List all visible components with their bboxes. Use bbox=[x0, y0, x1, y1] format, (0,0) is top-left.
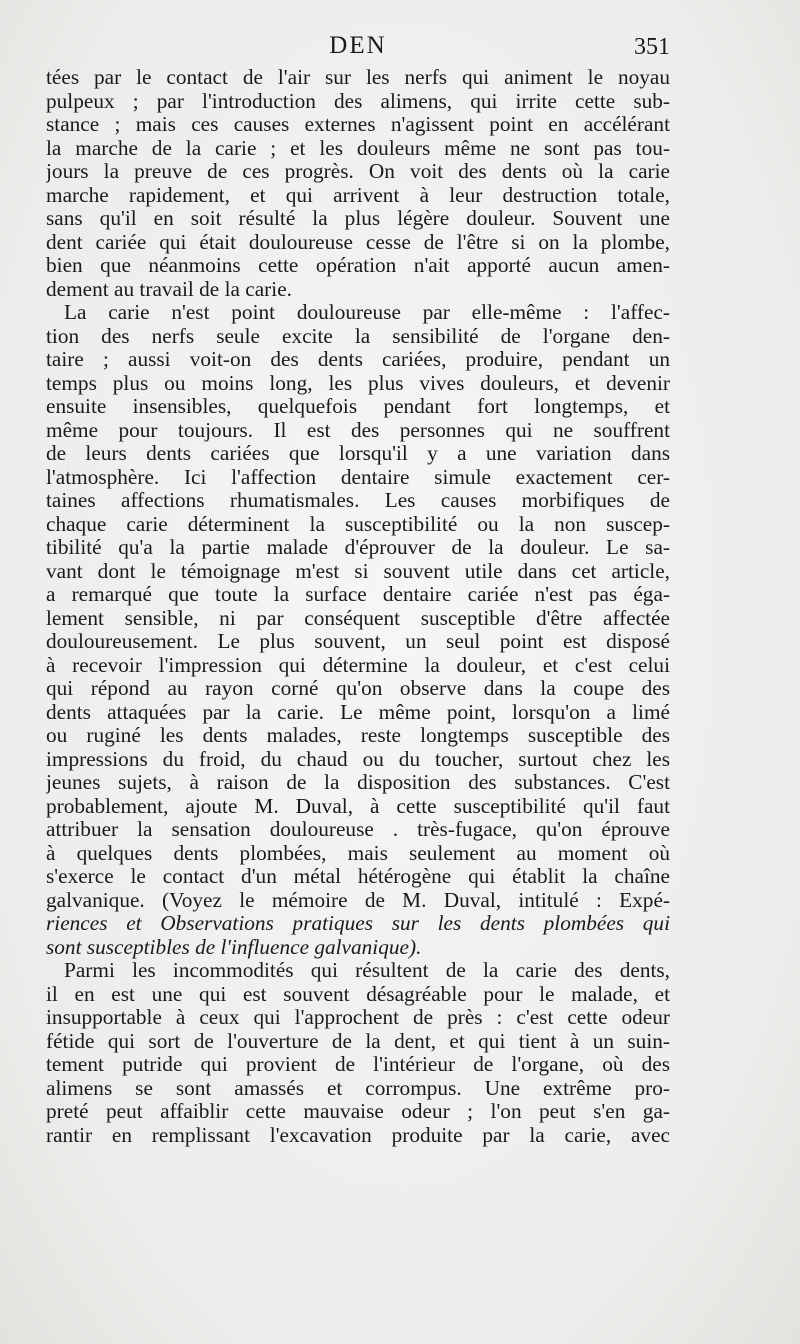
text-line: tement putride qui provient de l'intérieur de l'organe, où des bbox=[46, 1053, 670, 1076]
text-line: lement sensible, ni par conséquent susceptible d'être affectée bbox=[46, 606, 670, 630]
text-line: temps plus ou moins long, les plus vives douleurs, et devenir bbox=[46, 371, 670, 395]
page-number: 351 bbox=[634, 34, 670, 60]
text-line: marche rapidement, et qui arrivent à leur destruction totale, bbox=[46, 183, 670, 207]
text-line: insupportable à ceux qui l'approchent de près : c'est cette odeur bbox=[46, 1006, 670, 1029]
text-line: jours la preuve de ces progrès. On voit des dents où la carie bbox=[46, 160, 670, 183]
text-line: impressions du froid, du chaud ou du toucher, surtout chez les bbox=[46, 747, 670, 771]
text-line: tion des nerfs seule excite la sensibilité de l'organe den- bbox=[46, 324, 670, 348]
running-head bbox=[46, 32, 670, 66]
text-line: à recevoir l'impression qui détermine la douleur, et c'est celui bbox=[46, 653, 670, 677]
text-line: qui répond au rayon corné qu'on observe dans la coupe des bbox=[46, 677, 670, 700]
text-line: de leurs dents cariées que lorsqu'il y a une variation dans bbox=[46, 442, 670, 465]
text-line-italic: riences et Observations pratiques sur les dents plombées qui bbox=[46, 912, 670, 935]
text-line: galvanique. (Voyez le mémoire de M. Duval, intitulé : Expé- bbox=[46, 888, 670, 912]
text-line: Parmi les incommodités qui résultent de la carie des dents, bbox=[64, 959, 670, 982]
text-line: ensuite insensibles, quelquefois pendant fort longtemps, et bbox=[46, 395, 670, 418]
text-line: l'atmosphère. Ici l'affection dentaire simule exactement cer- bbox=[46, 465, 670, 489]
text-line: ou ruginé les dents malades, reste longtemps susceptible des bbox=[46, 724, 670, 747]
text-line: taines affections rhumatismales. Les causes morbifiques de bbox=[46, 489, 670, 512]
text-line: chaque carie déterminent la susceptibilité ou la non suscep- bbox=[46, 512, 670, 536]
text-line: dent cariée qui était douloureuse cesse de l'être si on la plombe, bbox=[46, 230, 670, 254]
running-head-title: DEN bbox=[329, 32, 387, 59]
text-line: à quelques dents plombées, mais seulement au moment où bbox=[46, 841, 670, 865]
text-line: sans qu'il en soit résulté la plus légère douleur. Souvent une bbox=[46, 207, 670, 230]
text-line: vant dont le témoignage m'est si souvent utile dans cet article, bbox=[46, 559, 670, 583]
book-page bbox=[46, 32, 670, 1147]
text-line: a remarqué que toute la surface dentaire cariée n'est pas éga- bbox=[46, 583, 670, 606]
text-line: bien que néanmoins cette opération n'ait apporté aucun amen- bbox=[46, 254, 670, 277]
text-line: fétide qui sort de l'ouverture de la dent, et qui tient à un suin- bbox=[46, 1029, 670, 1053]
text-line-italic: sont susceptibles de l'influence galvanique). bbox=[46, 935, 422, 959]
text-line: pulpeux ; par l'introduction des alimens, qui irrite cette sub- bbox=[46, 89, 670, 113]
text-line: tibilité qu'a la partie malade d'éprouver de la douleur. Le sa- bbox=[46, 536, 670, 559]
text-line: La carie n'est point douloureuse par elle-même : l'affec- bbox=[64, 301, 670, 324]
text-line: jeunes sujets, à raison de la disposition des substances. C'est bbox=[46, 771, 670, 794]
text-line: il en est une qui est souvent désagréable pour le malade, et bbox=[46, 982, 670, 1006]
text-line: dents attaquées par la carie. Le même point, lorsqu'on a limé bbox=[46, 700, 670, 724]
text-line: alimens se sont amassés et corrompus. Une extrême pro- bbox=[46, 1076, 670, 1100]
text-line: taire ; aussi voit-on des dents cariées, produire, pendant un bbox=[46, 348, 670, 371]
text-line: attribuer la sensation douloureuse . très-fugace, qu'on éprouve bbox=[46, 818, 670, 841]
text-line: rantir en remplissant l'excavation produite par la carie, avec bbox=[46, 1123, 670, 1147]
text-line: probablement, ajoute M. Duval, à cette susceptibilité qu'il faut bbox=[46, 794, 670, 818]
text-line: stance ; mais ces causes externes n'agissent point en accélérant bbox=[46, 113, 670, 136]
text-line: s'exerce le contact d'un métal hétérogène qui établit la chaîne bbox=[46, 865, 670, 888]
text-line: même pour toujours. Il est des personnes qui ne souffrent bbox=[46, 418, 670, 442]
text-line: preté peut affaiblir cette mauvaise odeur ; l'on peut s'en ga- bbox=[46, 1100, 670, 1123]
text-block bbox=[46, 66, 670, 1147]
text-line: la marche de la carie ; et les douleurs même ne sont pas tou- bbox=[46, 136, 670, 160]
text-line: douloureusement. Le plus souvent, un seul point est disposé bbox=[46, 630, 670, 653]
text-line: tées par le contact de l'air sur les nerfs qui animent le noyau bbox=[46, 66, 670, 89]
text-line: dement au travail de la carie. bbox=[46, 277, 292, 301]
